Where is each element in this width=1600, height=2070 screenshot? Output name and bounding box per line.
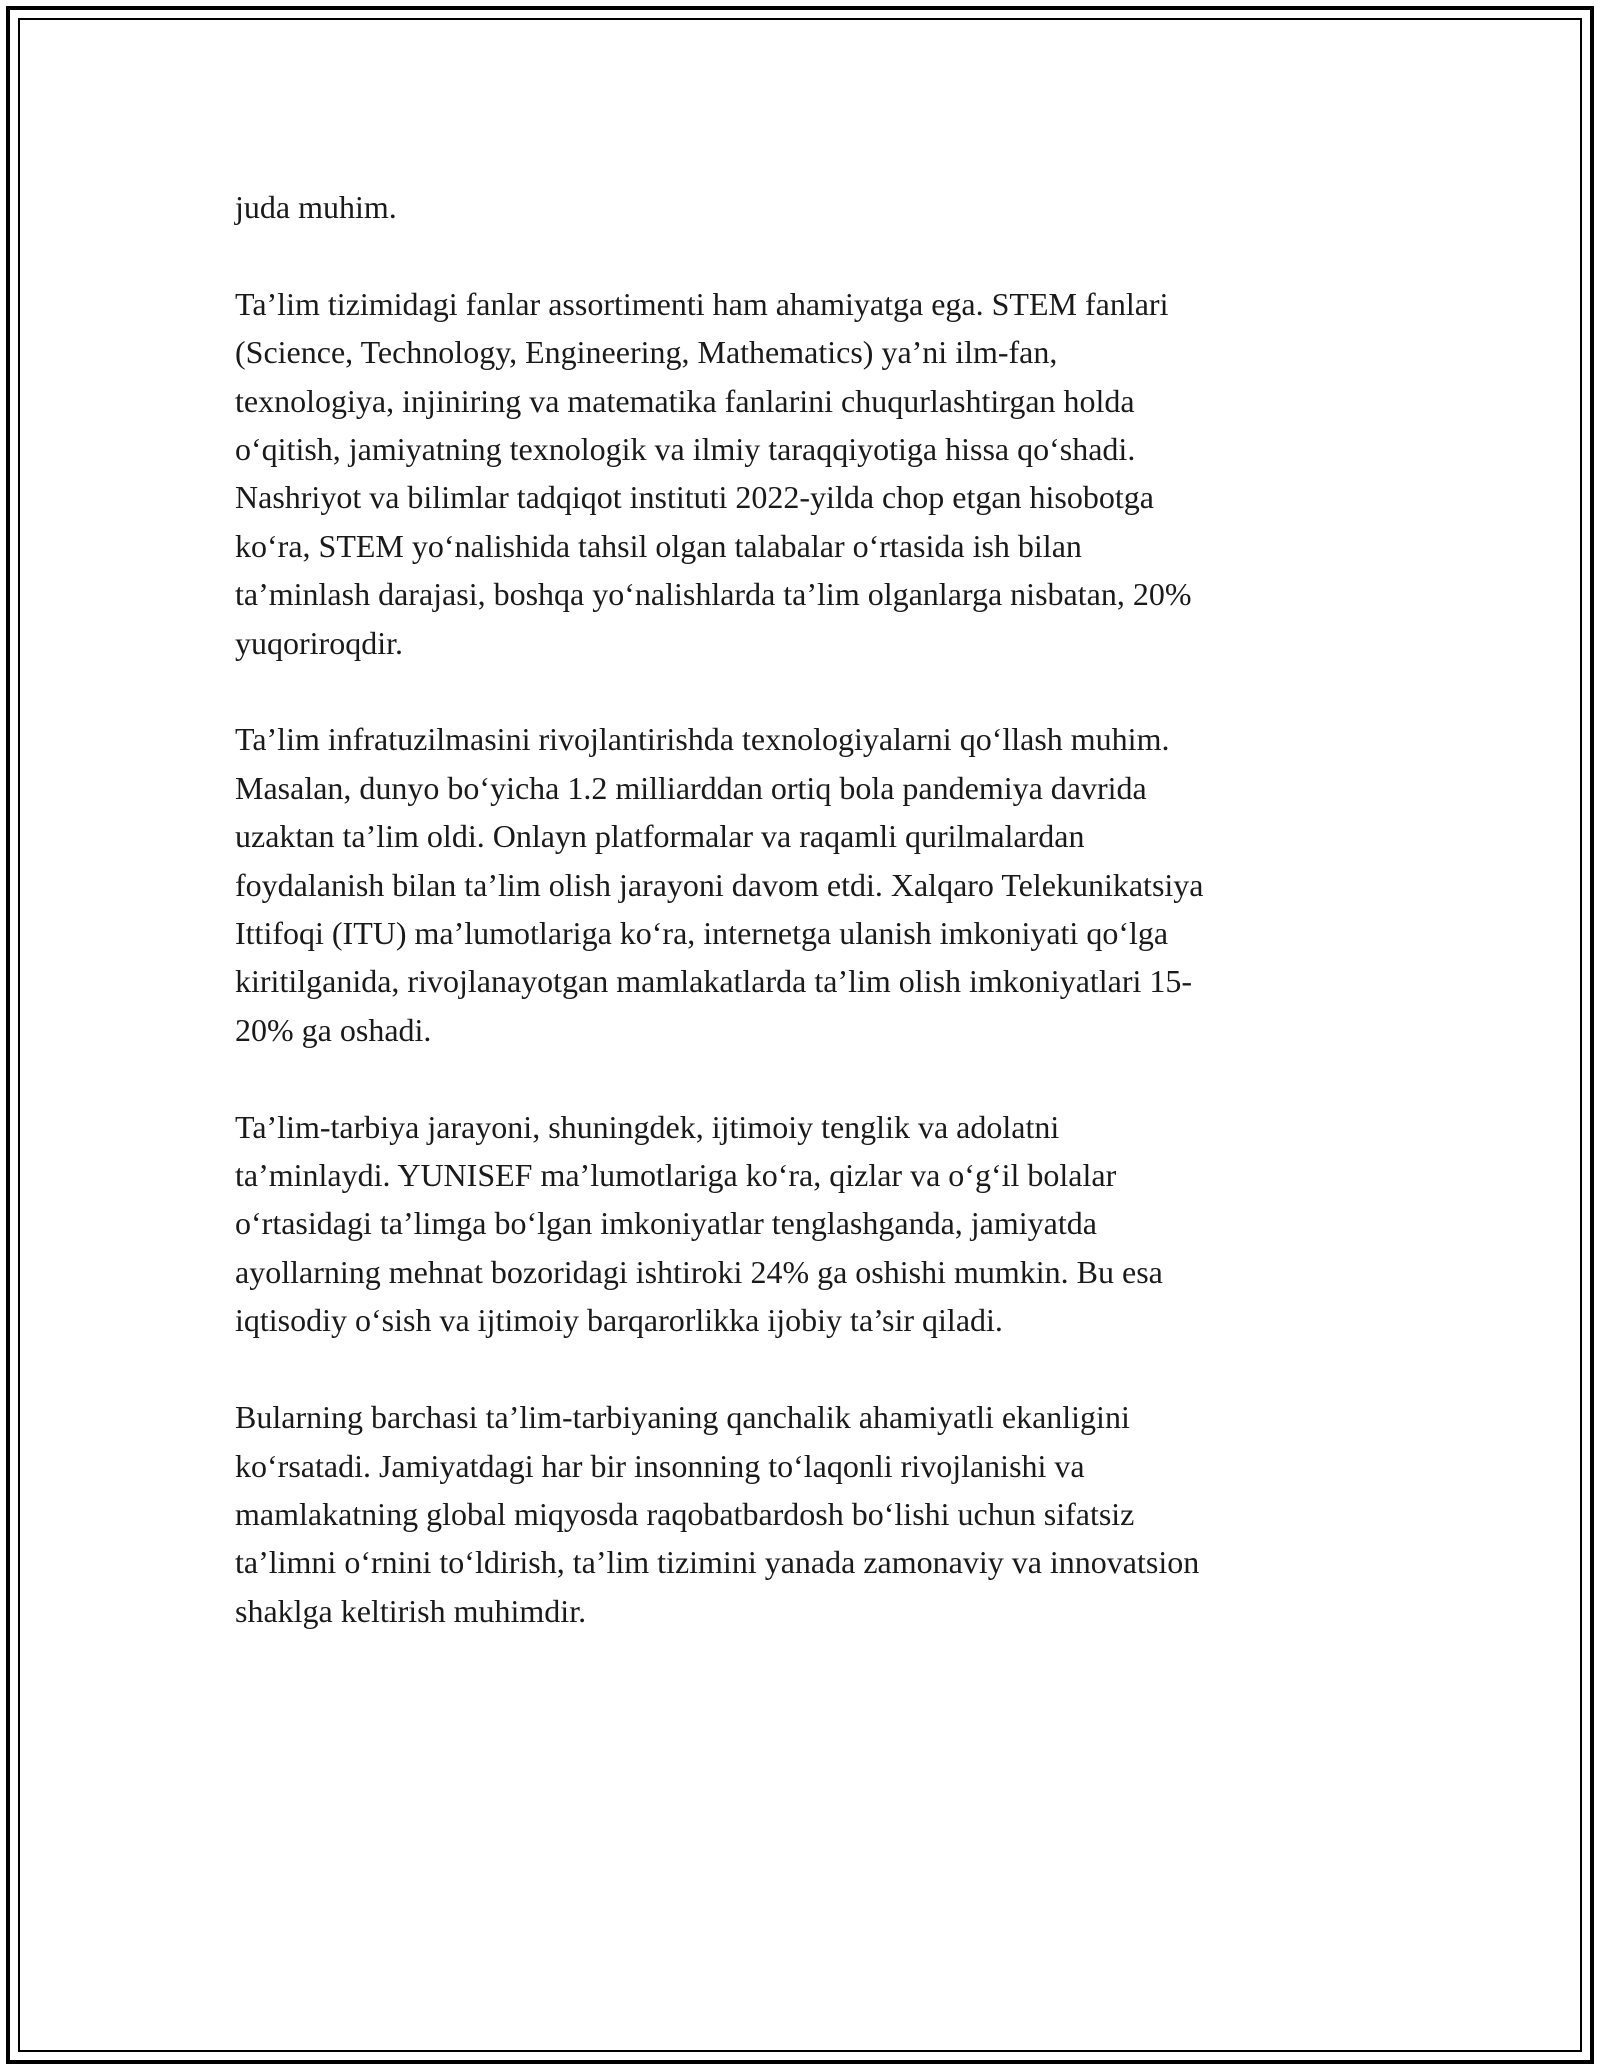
document-body — [235, 183, 1365, 1684]
paragraph-social-equality: Ta’lim-tarbiya jarayoni, shuningdek, ijtimoiy tenglik va adolatni ta’minlaydi. YUNISEF ma’lumotlariga ko‘ra, qizlar va o‘g‘il bolalar o‘rtasidagi ta’limga bo‘lgan imkoniyatlar tenglashganda, jamiyatda ayollarning mehnat bozoridagi ishtiroki 24% ga oshishi mumkin. Bu esa iqtisodiy o‘sish va ijtimoiy barqarorlikka ijobiy ta’sir qiladi. — [235, 1108, 1163, 1339]
paragraph-continuation: juda muhim. — [235, 189, 397, 225]
paragraph-stem-subjects: Ta’lim tizimidagi fanlar assortimenti ham ahamiyatga ega. STEM fanlari (Science, Technology, Engineering, Mathematics) ya’ni ilm-fan, texnologiya, injiniring va matematika fanlarini chuqurlashtirgan holda o‘qitish, jamiyatning texnologik va ilmiy taraqqiyotiga hissa qo‘shadi. Nashriyot va bilimlar tadqiqot instituti 2022-yilda chop etgan hisobotga ko‘ra, STEM yo‘nalishida tahsil olgan talabalar o‘rtasida ish bilan ta’minlash darajasi, boshqa yo‘nalishlarda ta’lim olganlarga nisbatan, 20% yuqoriroqdir. — [235, 285, 1192, 661]
paragraph-conclusion: Bularning barchasi ta’lim-tarbiyaning qanchalik ahamiyatli ekanligini ko‘rsatadi. Jamiyatdagi har bir insonning to‘laqonli rivojlanishi va mamlakatning global miqyosda raqobatbardosh bo‘lishi uchun sifatsiz ta’limni o‘rnini to‘ldirish, ta’lim tizimini yanada zamonaviy va innovatsion shaklga keltirish muhimdir. — [235, 1399, 1200, 1629]
paragraph-education-infrastructure: Ta’lim infratuzilmasini rivojlantirishda texnologiyalarni qo‘llash muhim. Masalan, dunyo bo‘yicha 1.2 milliarddan ortiq bola pandemiya davrida uzaktan ta’lim oldi. Onlayn platformalar va raqamli qurilmalardan foydalanish bilan ta’lim olish jarayoni davom etdi. Xalqaro Telekunikatsiya Ittifoqi (ITU) ma’lumotlariga ko‘ra, internetga ulanish imkoniyati qo‘lga kiritilganida, rivojlanayotgan mamlakatlarda ta’lim olish imkoniyatlari 15- 20% ga oshadi. — [235, 721, 1204, 1048]
